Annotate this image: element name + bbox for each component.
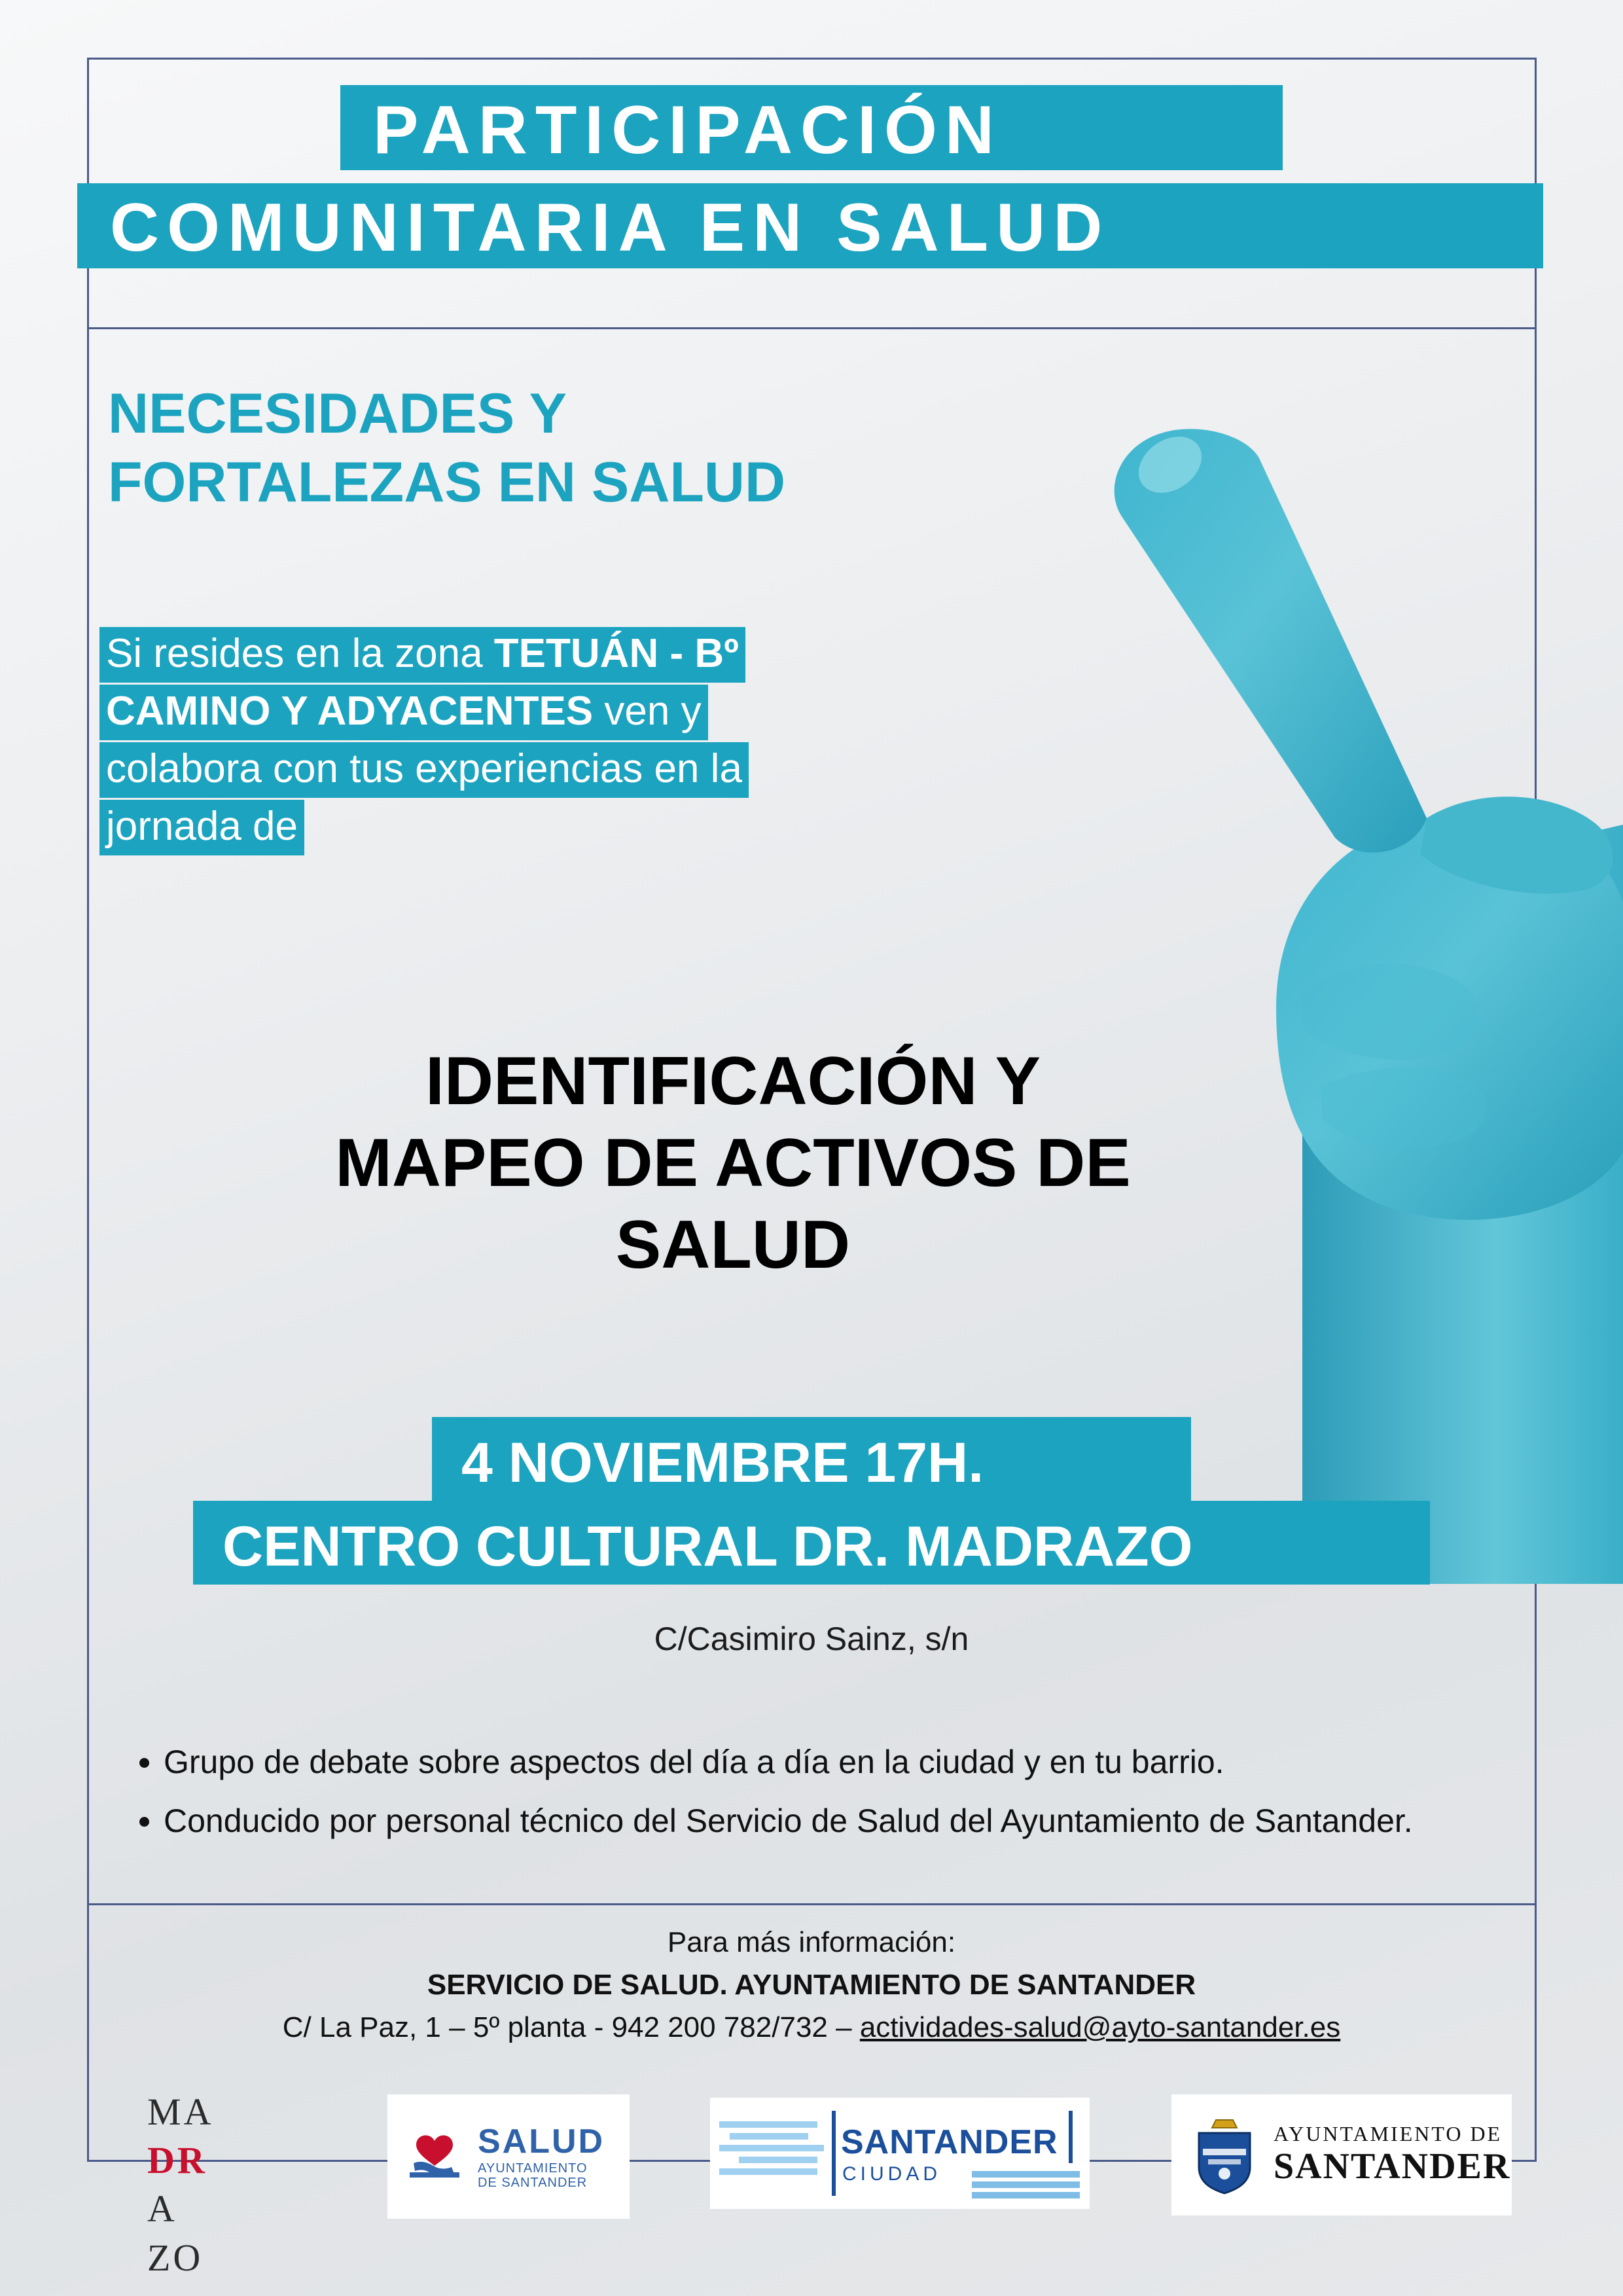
poster-subheading — [108, 380, 1090, 517]
salud-logo-sub-2: DE SANTANDER — [478, 2175, 588, 2190]
event-venue: CENTRO CULTURAL DR. MADRAZO — [223, 1515, 1193, 1578]
heart-hand-icon — [403, 2121, 466, 2193]
logo-row — [0, 2081, 1623, 2279]
santander-ciudad-logo — [710, 2098, 1090, 2209]
madrazo-logo-ma: MA — [147, 2090, 214, 2133]
footer-line-2: SERVICIO DE SALUD. AYUNTAMIENTO DE SANTANDER — [427, 1969, 1196, 2001]
subheading-line-2: FORTALEZAS EN SALUD — [108, 450, 786, 514]
intro-text-4: jornada de — [106, 804, 298, 850]
intro-bold-1: TETUÁN - Bº — [493, 631, 739, 676]
salud-logo-sub-1: AYUNTAMIENTO — [478, 2161, 588, 2176]
intro-text-1: Si resides en la zona — [106, 631, 494, 676]
headline-line-1: IDENTIFICACIÓN Y — [425, 1043, 1041, 1119]
headline-line-3: SALUD — [615, 1206, 851, 1283]
intro-bold-2: CAMINO Y ADYACENTES — [106, 689, 594, 734]
ayto-logo-line-1: AYUNTAMIENTO DE — [1274, 2122, 1503, 2146]
intro-paragraph — [99, 625, 1120, 855]
madrazo-logo-dr: DR — [147, 2139, 207, 2182]
list-item: • Conducido por personal técnico del Servicio de Salud del Ayuntamiento de Santander. — [164, 1800, 1538, 1842]
ciudad-logo-title: SANTANDER — [841, 2123, 1058, 2161]
intro-text-3: colabora con tus experiencias en la — [106, 746, 742, 792]
coat-of-arms-icon — [1188, 2111, 1260, 2199]
intro-text-2: ven y — [593, 689, 702, 734]
frame-divider-bottom — [87, 1903, 1537, 1905]
footer-address-text: C/ La Paz, 1 – 5º planta - 942 200 782/732 – — [282, 2011, 860, 2044]
event-address: C/Casimiro Sainz, s/n — [654, 1621, 969, 1657]
event-date: 4 NOVIEMBRE 17H. — [461, 1431, 984, 1494]
pointing-hand-image — [995, 367, 1623, 1584]
poster-title-line-2: COMUNITARIA EN SALUD — [110, 190, 1111, 266]
event-headline — [144, 1041, 1322, 1285]
footer-line-1: Para más información: — [667, 1926, 956, 1958]
ayuntamiento-logo — [1171, 2094, 1512, 2215]
poster-title-line-1: PARTICIPACIÓN — [373, 92, 1003, 168]
event-details-list — [137, 1741, 1538, 1859]
footer-line-3 — [0, 2006, 1623, 2049]
madrazo-logo-a: A — [147, 2187, 177, 2231]
ayto-logo-line-2: SANTANDER — [1274, 2146, 1511, 2187]
footer-contact-info — [0, 1921, 1623, 2049]
madrazo-logo-zo: ZO — [147, 2236, 204, 2279]
list-item: • Grupo de debate sobre aspectos del día a día en la ciudad y en tu barrio. — [164, 1741, 1538, 1783]
subheading-line-1: NECESIDADES Y — [108, 382, 567, 445]
frame-divider-top — [87, 327, 1537, 329]
ciudad-logo-sub: CIUDAD — [842, 2163, 942, 2185]
salud-logo — [387, 2094, 630, 2219]
headline-line-2: MAPEO DE ACTIVOS DE — [335, 1124, 1131, 1201]
footer-email-link[interactable]: actividades-salud@ayto-santander.es — [859, 2011, 1341, 2044]
madrazo-logo — [147, 2088, 278, 2279]
salud-logo-title: SALUD — [478, 2123, 605, 2161]
